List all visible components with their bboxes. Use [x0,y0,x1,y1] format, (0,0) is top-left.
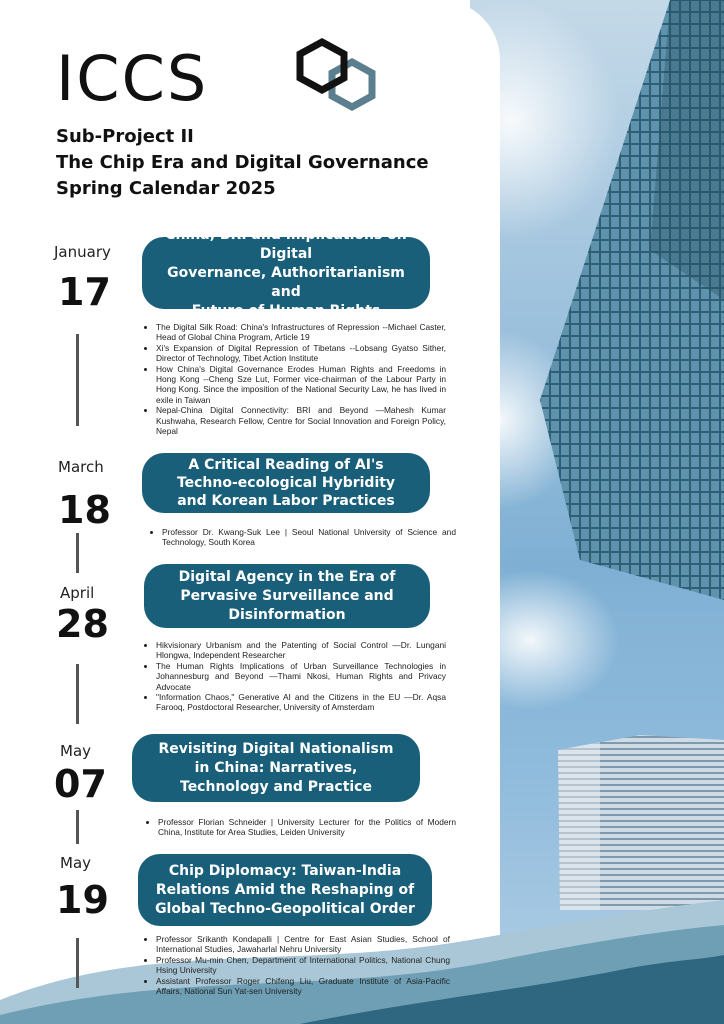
list-item: • Professor Dr. Kwang-Suk Lee | Seoul National University of Science and Technology, South Korea [162,527,456,548]
speaker-list [150,527,456,548]
list-item: • The Human Rights Implications of Urban Surveillance Technologies in Johannesburg and Beyond —Thami Nkosi, Human Rights and Privacy Advocate [156,661,446,692]
event-month: May [60,742,92,760]
event-title-line: Chip Diplomacy: Taiwan-India [168,862,402,879]
event-month: April [60,584,95,602]
speaker-list [144,934,450,996]
event-day: 19 [56,878,109,922]
timeline-line [76,334,79,426]
timeline-line [76,938,79,988]
event-title-line: Global Techno-Geopolitical Order [155,900,415,917]
skyscraper-photo [470,0,724,1024]
event-title-line: China, BRI and Implications on Digital [165,226,407,262]
event-month: March [58,458,104,476]
calendar-title: Spring Calendar 2025 [56,178,276,199]
list-item: • "Information Chaos," Generative AI and the Citizens in the EU —Dr. Aqsa Farooq, Postdoctoral Researcher, University of Amsterdam [156,692,446,713]
event-title-line: in China: Narratives, [194,759,358,776]
event-day: 07 [54,762,107,806]
event-title-line: Pervasive Surveillance and [180,587,394,604]
event-title-line: Techno-ecological Hybridity [176,475,396,491]
event-title-pill [144,564,430,628]
event-day: 17 [58,270,111,314]
event-title-line: A Critical Reading of AI's [188,457,384,473]
list-item: • Professor Florian Schneider | University Lecturer for the Politics of Modern China, Institute for Area Studies, Leiden University [158,817,456,838]
event-day: 18 [58,488,111,532]
event-title-line: Future of Human Rights [191,302,381,319]
list-item: • Hikvisionary Urbanism and the Patenting of Social Control —Dr. Lungani Hlongwa, Independent Researcher [156,640,446,661]
event-title-pill [142,226,430,319]
event-month: January [54,243,111,261]
event-title-line: Governance, Authoritarianism and [167,264,405,300]
list-item: • Assistant Professor Roger Chifeng Liu, Graduate Institute of Asia-Pacific Affairs, National Sun Yat-sen University [156,976,450,997]
subproject-label: Sub-Project II [56,126,194,147]
skyscraper-graphic [470,0,724,1024]
list-item: • Nepal-China Digital Connectivity: BRI and Beyond —Mahesh Kumar Kushwaha, Research Fellow, Centre for Social Innovation and Foreign Policy, Nepal [156,405,446,436]
timeline-line [76,664,79,724]
event-month: May [60,854,92,872]
hexagon-logo-icon [292,38,382,122]
speaker-list [146,817,456,838]
list-item: • Professor Mu-min Chen, Department of International Politics, National Chung Hsing University [156,955,450,976]
event-title-line: Relations Amid the Reshaping of [155,881,415,898]
event-title-line: Disinformation [228,606,346,623]
event-day: 28 [56,602,109,646]
list-item: • The Digital Silk Road: China's Infrastructures of Repression --Michael Caster, Head of Global China Program, Article 19 [156,322,446,343]
brand-name: ICCS [56,42,209,115]
event-title-line: and Korean Labor Practices [177,493,395,509]
list-item: • Professor Srikanth Kondapalli | Centre for East Asian Studies, School of International Studies, Jawaharlal Nehru University [156,934,450,955]
event-title-pill [138,854,432,926]
event-title-pill [132,734,420,802]
event-title-line: Digital Agency in the Era of [178,568,396,585]
event-title-pill [142,453,430,513]
event-title-line: Technology and Practice [180,778,372,795]
event-title-line: Revisiting Digital Nationalism [158,740,394,757]
list-item: • Xi's Expansion of Digital Repression of Tibetans --Lobsang Gyatso Sither, Director of Technology, Tibet Action Institute [156,343,446,364]
list-item: • How China's Digital Governance Erodes Human Rights and Freedoms in Hong Kong --Cheng Sze Lut, Former vice-chairman of the Labour Party in Hong Kong. Since the imposition of the National Security Law, he has lived in exile in Taiwan [156,364,446,406]
speaker-list [144,640,446,713]
project-title: The Chip Era and Digital Governance [56,152,429,173]
timeline-line [76,810,79,844]
timeline-line [76,533,79,573]
speaker-list [144,322,446,436]
